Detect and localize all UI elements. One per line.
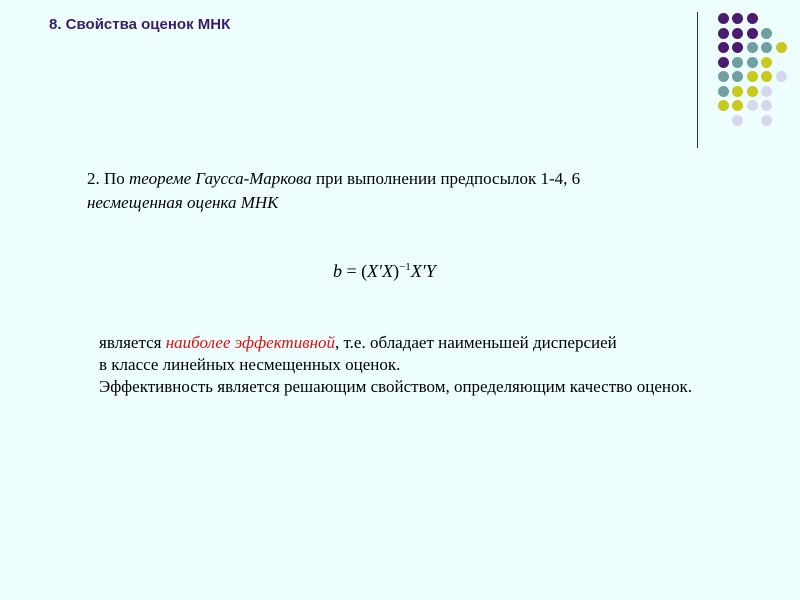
decorative-dot — [732, 71, 743, 82]
decorative-dot — [732, 57, 743, 68]
efficiency-paragraph — [99, 332, 692, 398]
decorative-dot — [718, 13, 729, 24]
vertical-divider — [697, 12, 698, 148]
efficiency-highlight: наиболее эффективной — [165, 333, 336, 352]
slide-title: 8. Свойства оценок МНК — [49, 16, 231, 33]
decorative-dot — [761, 28, 772, 39]
decorative-dot — [732, 100, 743, 111]
theorem-line1-suffix: при выполнении предпосылок 1-4, 6 — [311, 169, 581, 188]
decorative-dot — [761, 86, 772, 97]
decorative-dot — [761, 100, 772, 111]
decorative-dot — [747, 86, 758, 97]
formula-power: −1 — [399, 261, 411, 273]
decorative-dot — [761, 57, 772, 68]
formula-xtx: X′X — [367, 261, 394, 281]
decorative-dot — [718, 28, 729, 39]
decorative-dot — [732, 42, 743, 53]
decorative-dot — [747, 28, 758, 39]
decorative-dot — [732, 13, 743, 24]
decorative-dot — [747, 100, 758, 111]
formula-eq: = ( — [342, 261, 368, 281]
ols-formula — [333, 261, 436, 282]
decorative-dot — [761, 42, 772, 53]
decorative-dot — [761, 71, 772, 82]
decorative-dot — [747, 42, 758, 53]
theorem-line1-prefix: 2. По — [87, 169, 130, 188]
decorative-dot — [747, 71, 758, 82]
theorem-paragraph — [87, 167, 580, 215]
formula-close: ) — [393, 261, 400, 281]
decorative-dot — [732, 115, 743, 126]
decorative-dot — [718, 100, 729, 111]
theorem-line2: несмещенная оценка МНК — [87, 193, 279, 212]
efficiency-line1-prefix: является — [99, 333, 166, 352]
decorative-dot — [718, 86, 729, 97]
decorative-dot — [732, 86, 743, 97]
decorative-dot — [761, 115, 772, 126]
decorative-dot — [747, 57, 758, 68]
theorem-name: теореме Гаусса-Маркова — [129, 169, 312, 188]
decorative-dot — [776, 71, 787, 82]
formula-rhs: X′Y — [410, 261, 436, 281]
decorative-dot — [718, 42, 729, 53]
efficiency-line1-suffix: , т.е. обладает наименьшей дисперсией — [335, 333, 617, 352]
decorative-dot — [747, 13, 758, 24]
formula-lhs: b — [333, 261, 342, 281]
decorative-dot — [718, 57, 729, 68]
efficiency-line3: Эффективность является решающим свойством, определяющим качество оценок. — [99, 377, 693, 396]
decorative-dot — [776, 42, 787, 53]
decorative-dot — [718, 71, 729, 82]
decorative-dot — [732, 28, 743, 39]
efficiency-line2: в классе линейных несмещенных оценок. — [99, 355, 401, 374]
